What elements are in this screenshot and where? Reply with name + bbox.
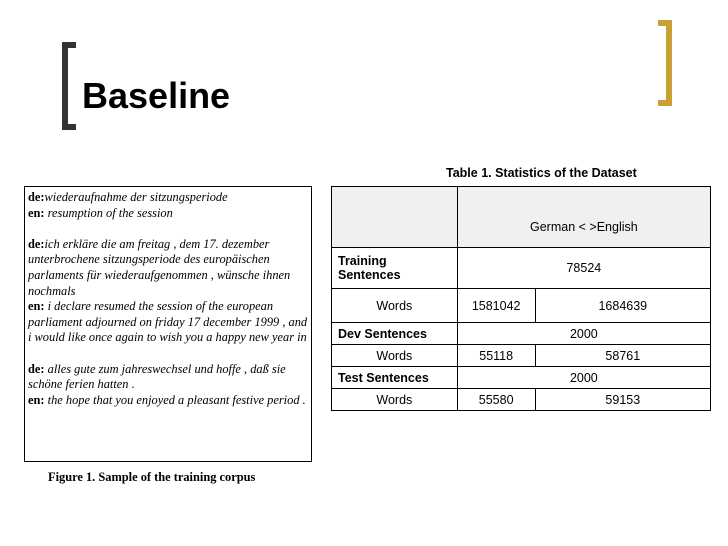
test-label: Test Sentences [332,367,458,389]
dev-label: Dev Sentences [332,323,458,345]
dev-sentences-value: 2000 [457,323,710,345]
table-caption: Table 1. Statistics of the Dataset [446,166,637,180]
dev-words-en: 58761 [535,345,710,367]
statistics-table [331,186,711,411]
test-words-de: 55580 [457,389,535,411]
corpus-de-line: de: alles gute zum jahreswechsel und hoffe , daß sie schöne ferien hatten . [28,361,286,392]
training-sentences-value: 78524 [457,248,710,289]
table-row [332,367,711,389]
right-bracket-decoration [658,20,672,106]
training-words-label: Words [332,289,458,323]
table-row [332,323,711,345]
training-words-en: 1684639 [535,289,710,323]
left-bracket-decoration [62,42,76,130]
corpus-en-line: en: the hope that you enjoyed a pleasant festive period . [28,392,306,407]
corpus-en-line: en: i declare resumed the session of the european parliament adjourned on friday 17 december 1999 , and i would like once again to wish you a happy new year in [28,299,308,345]
table-header-row [332,187,711,248]
test-sentences-value: 2000 [457,367,710,389]
figure-caption: Figure 1. Sample of the training corpus [48,470,256,484]
table-row [332,289,711,323]
dev-words-de: 55118 [457,345,535,367]
training-label: Training Sentences [332,248,458,289]
language-pair-header: German < >English [457,187,710,248]
corpus-en-line: en: resumption of the session [28,205,173,220]
training-words-de: 1581042 [457,289,535,323]
dev-words-label: Words [332,345,458,367]
test-words-en: 59153 [535,389,710,411]
training-corpus-sample [24,186,312,462]
table-row [332,345,711,367]
table-row [332,248,711,289]
table-row [332,389,711,411]
test-words-label: Words [332,389,458,411]
slide-title: Baseline [82,75,231,116]
corpus-de-line: de:ich erkläre die am freitag , dem 17. dezember unterbrochene sitzungsperiode des europäischen parlaments für wiederaufgenommen , wünsche ihnen nochmals [28,236,291,298]
corpus-de-line: de:wiederaufnahme der sitzungsperiode [28,190,228,204]
